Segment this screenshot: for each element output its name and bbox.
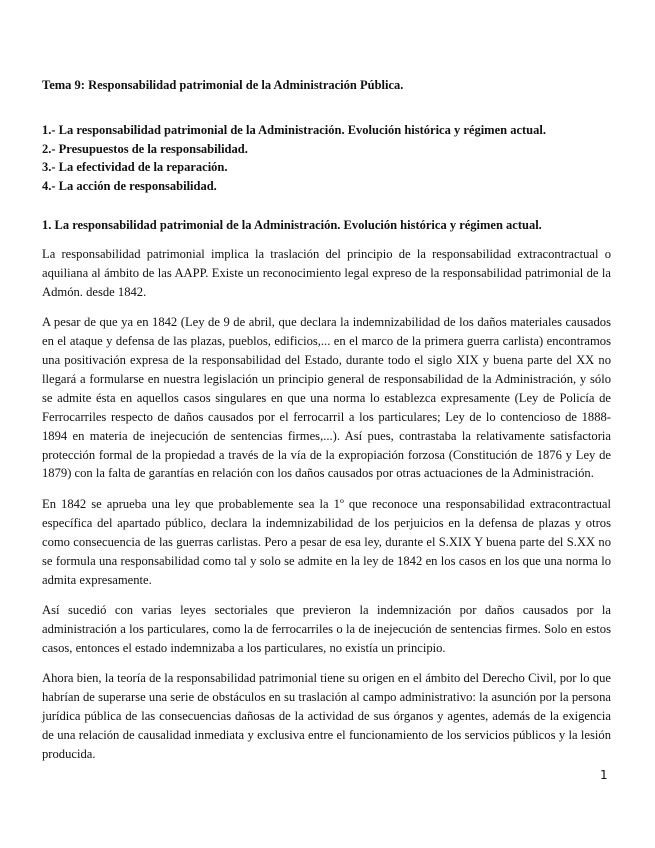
paragraph: Así sucedió con varias leyes sectoriales que previeron la indemnización por daños causados por la administración a los particulares, como la de ferrocarriles o la de inejecución de sentencias firmes. Solo en estos casos, entonces el estado indemnizaba a los particulares, no existía un principio. xyxy=(42,602,611,655)
paragraph: La responsabilidad patrimonial implica la traslación del principio de la responsabilidad extracontractual o aquiliana al ámbito de las AAPP. Existe un reconocimiento legal expreso de la responsabilidad patrimonial de la Admón. desde 1842. xyxy=(42,247,611,299)
paragraph: A pesar de que ya en 1842 (Ley de 9 de abril, que declara la indemnizabilidad de los daños materiales causados en el ataque y defensa de las plazas, pueblos, edificios,... en el marco de la primera guerra carlista) encontramos una positivación expresa de la responsabilidad del Estado, durante todo el siglo XIX y buena parte del XX no llegará a formularse en nuestra legislación un principio general de responsabilidad de la Administración, y sólo se admite ésta en aquellos casos singulares en que una norma lo establezca expresamente (Ley de Policía de Ferrocarriles respecto de daños causados por el ferrocarril a los particulares; Ley de lo contencioso de 1888-1894 en materia de inejecución de sentencias firmes,...). Así pues, contrastaba la relativamente satisfactoria protección formal de la propiedad a través de la vía de la expropiación forzosa (Constitución de 1876 y Ley de 1879) con la falta de garantías en relación con los daños causados por otras actuaciones de la Administración. xyxy=(42,315,611,481)
toc-item: 1.- La responsabilidad patrimonial de la Administración. Evolución histórica y régimen actual. xyxy=(42,123,546,137)
body-text xyxy=(42,245,611,775)
toc-item: 3.- La efectividad de la reparación. xyxy=(42,160,228,174)
section-heading: 1. La responsabilidad patrimonial de la Administración. Evolución histórica y régimen actual. xyxy=(42,218,542,232)
table-of-contents xyxy=(42,121,622,195)
paragraph: Ahora bien, la teoría de la responsabilidad patrimonial tiene su origen en el ámbito del Derecho Civil, por lo que habrían de superarse una serie de obstáculos en su traslación al campo administrativo: la asunción por la persona jurídica pública de las consecuencias dañosas de la actividad de sus órganos y agentes, además de la exigencia de una relación de causalidad inmediata y exclusiva entre el funcionamiento de los servicios públicos y la lesión producida. xyxy=(42,671,611,761)
paragraph: En 1842 se aprueba una ley que probablemente sea la 1º que reconoce una responsabilidad extracontractual específica del apartado público, declara la indemnizabilidad de los perjuicios en la defensa de plazas y otros como consecuencia de las guerras carlistas. Pero a pesar de esa ley, durante el S.XIX Y buena parte del S.XX no se formula una responsabilidad como tal y solo se admite en la ley de 1842 en los casos en los que una norma lo admita expresamente. xyxy=(42,496,611,587)
page-number: 1 xyxy=(600,768,608,782)
document-title: Tema 9: Responsabilidad patrimonial de la Administración Pública. xyxy=(42,78,404,92)
toc-item: 2.- Presupuestos de la responsabilidad. xyxy=(42,141,248,156)
toc-item: 4.- La acción de responsabilidad. xyxy=(42,178,217,193)
